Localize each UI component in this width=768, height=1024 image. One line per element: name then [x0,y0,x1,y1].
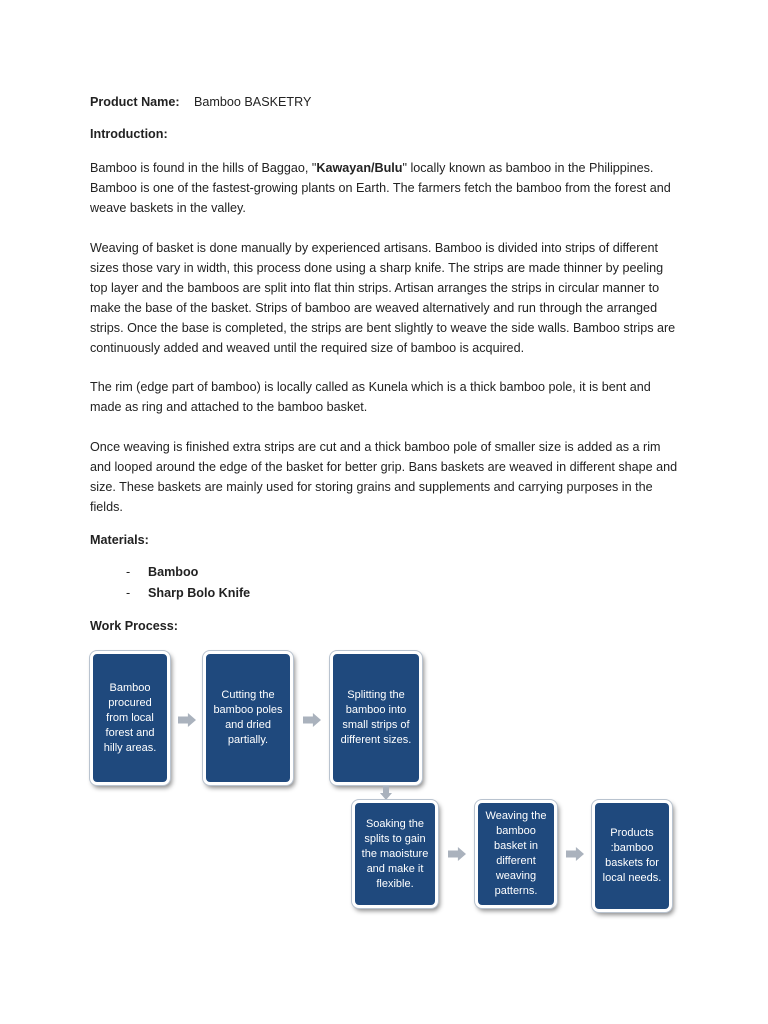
intro-paragraph-2: Weaving of basket is done manually by experienced artisans. Bamboo is divided into strips of different sizes those vary in width, this process done using a sharp knife. The strips are made thinner by peeling top layer and the bamboos are split into flat thin strips. Artisan arranges the strips in circular manner to make the base of the basket. Strips of bamboo are weaved alternatively and run through the arranged strips. Once the base is completed, the strips are bent slightly to weave the side walls. Bamboo strips are continuously added and weaved until the required size of bamboo is acquired. [90,241,676,355]
intro-paragraph-1 [90,158,682,218]
list-bullet: - [126,565,131,579]
flow-step-2: Cutting the bamboo poles and dried partially. [203,651,293,785]
material-knife: Sharp Bolo Knife [148,586,251,600]
product-name-line [90,92,682,112]
arrow-right-icon [566,847,584,861]
arrow-right-icon [448,847,466,861]
product-name-value: Bamboo BASKETRY [194,95,312,109]
product-name-label: Product Name: [90,95,180,109]
flow-step-4: Soaking the splits to gain the maoisture and make it flexible. [352,800,438,908]
flow-step-1: Bamboo procured from local forest and hilly areas. [90,651,170,785]
intro-paragraph-4: Once weaving is finished extra strips are cut and a thick bamboo pole of smaller size is added as a rim and looped around the edge of the basket for better grip. Bans baskets are weaved in different shape and size. These baskets are mainly used for storing grains and supplements and carrying purposes in the fields. [90,440,678,514]
arrow-down-icon [380,786,392,800]
list-bullet: - [126,586,131,600]
materials-list-item [126,583,250,603]
flow-step-6: Products :bamboo baskets for local needs. [592,800,672,912]
introduction-heading: Introduction: [90,127,168,141]
arrow-right-icon [303,713,321,727]
local-name-bold: Kawayan/Bulu [316,161,403,175]
work-process-heading: Work Process: [90,619,178,633]
intro-p1-text-a: Bamboo is found in the hills of Baggao, " [90,161,317,175]
arrow-right-icon [178,713,196,727]
flow-step-3: Splitting the bamboo into small strips of different sizes. [330,651,422,785]
materials-list-item [126,562,198,582]
intro-paragraph-3: The rim (edge part of bamboo) is locally called as Kunela which is a thick bamboo pole, it is bent and made as ring and attached to the bamboo basket. [90,380,651,414]
material-bamboo: Bamboo [148,565,199,579]
intro-p1-text-b: " locally known as bamboo in the Philippines. Bamboo is one of the fastest-growing plants on Earth. The farmers fetch the bamboo from the forest and weave baskets in the valley. [90,161,671,215]
materials-heading: Materials: [90,533,149,547]
flow-step-5: Weaving the bamboo basket in different weaving patterns. [475,800,557,908]
